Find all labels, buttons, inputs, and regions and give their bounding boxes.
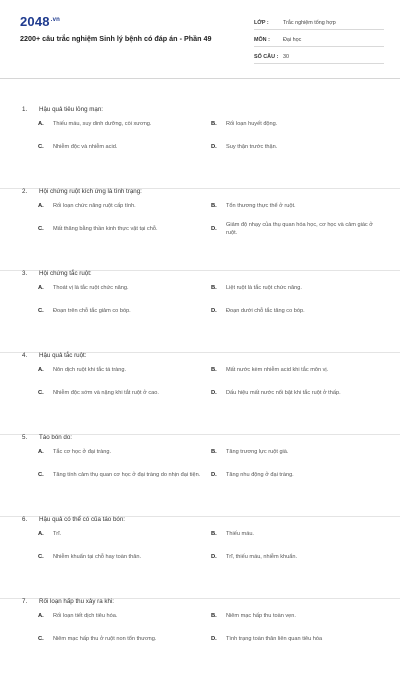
answer-option[interactable] bbox=[38, 465, 206, 485]
option-text: Nhiễm độc sớm và nặng khi tắt ruột ở cao. bbox=[53, 390, 159, 396]
option-letter: A. bbox=[38, 121, 44, 127]
answer-option[interactable] bbox=[211, 362, 383, 378]
answer-option[interactable] bbox=[211, 137, 383, 157]
answer-option[interactable] bbox=[38, 198, 206, 214]
meta-value: Đại học bbox=[283, 37, 302, 43]
question-item bbox=[0, 189, 400, 271]
document-title: 2200+ câu trắc nghiệm Sinh lý bệnh có đáp án - Phần 49 bbox=[20, 34, 212, 43]
logo-text: 2048 bbox=[20, 14, 50, 29]
option-text: Nôn dịch ruột khi tắc tá tràng. bbox=[53, 367, 127, 373]
answer-option[interactable] bbox=[211, 608, 383, 624]
option-letter: B. bbox=[211, 449, 217, 455]
option-letter: C. bbox=[38, 554, 44, 560]
option-text: Tăng nhu động ở đại tràng. bbox=[226, 472, 294, 478]
option-text: Rối loạn tiết dịch tiêu hóa. bbox=[53, 613, 118, 619]
option-text: Nhiễm khuẩn tại chỗ hay toàn thân. bbox=[53, 554, 142, 560]
option-text: Niêm mạc hấp thu ở ruột non tổn thương. bbox=[53, 636, 157, 642]
option-letter: A. bbox=[38, 613, 44, 619]
question-item bbox=[0, 271, 400, 353]
answer-option[interactable] bbox=[38, 301, 206, 321]
option-text: Niêm mạc hấp thu toàn vẹn. bbox=[226, 613, 296, 619]
option-text: Giảm độ nhạy của thụ quan hóa học, cơ học và cảm giác ở ruột. bbox=[226, 222, 373, 236]
question-text bbox=[22, 352, 86, 359]
answer-option[interactable] bbox=[38, 383, 206, 403]
answer-option[interactable] bbox=[38, 444, 206, 460]
question-number: 1. bbox=[22, 106, 28, 113]
option-text: Trĩ, thiếu máu, nhiễm khuẩn. bbox=[226, 554, 297, 560]
option-letter: A. bbox=[38, 367, 44, 373]
option-text: Tăng tính cảm thụ quan cơ học ở đại tràng do nhịn đại tiện. bbox=[53, 472, 201, 478]
option-letter: B. bbox=[211, 367, 217, 373]
option-letter: C. bbox=[38, 472, 44, 478]
option-letter: D. bbox=[211, 554, 217, 560]
option-letter: B. bbox=[211, 285, 217, 291]
meta-key: MÔN : bbox=[254, 37, 270, 43]
option-text: Mất nước kèm nhiễm acid khi tắc môn vị. bbox=[226, 367, 329, 373]
answer-option[interactable] bbox=[211, 526, 383, 542]
option-text: Rối loạn huyết động. bbox=[226, 121, 278, 127]
option-letter: D. bbox=[211, 308, 217, 314]
option-letter: A. bbox=[38, 531, 44, 537]
question-item bbox=[0, 353, 400, 435]
option-letter: A. bbox=[38, 449, 44, 455]
question-item bbox=[0, 435, 400, 517]
meta-key: SỐ CÂU : bbox=[254, 54, 279, 60]
option-text: Tổn thương thực thể ở ruột. bbox=[226, 203, 296, 209]
option-text: Mất thăng bằng thần kinh thực vật tại chỗ. bbox=[53, 226, 158, 232]
question-label: Hậu quả có thể có của táo bón: bbox=[39, 516, 125, 523]
question-text bbox=[22, 188, 142, 195]
option-letter: C. bbox=[38, 390, 44, 396]
meta-row-count bbox=[254, 47, 384, 64]
option-letter: A. bbox=[38, 203, 44, 209]
question-number: 3. bbox=[22, 270, 28, 277]
answer-option[interactable] bbox=[211, 198, 383, 214]
option-text: Trĩ. bbox=[53, 531, 62, 537]
option-letter: B. bbox=[211, 531, 217, 537]
answer-option[interactable] bbox=[38, 137, 206, 157]
question-text bbox=[22, 598, 114, 605]
meta-value: Trắc nghiệm tổng hợp bbox=[283, 20, 336, 26]
meta-value: 30 bbox=[283, 54, 289, 60]
question-label: Hậu quả tắc ruột: bbox=[39, 352, 87, 359]
option-letter: B. bbox=[211, 203, 217, 209]
question-item bbox=[0, 599, 400, 680]
question-item bbox=[0, 107, 400, 189]
option-text: Rối loạn chức năng ruột cấp tính. bbox=[53, 203, 136, 209]
answer-option[interactable] bbox=[38, 608, 206, 624]
site-logo[interactable] bbox=[20, 14, 60, 29]
question-number: 6. bbox=[22, 516, 28, 523]
question-number: 4. bbox=[22, 352, 28, 359]
option-letter: D. bbox=[211, 390, 217, 396]
option-letter: B. bbox=[211, 613, 217, 619]
question-number: 7. bbox=[22, 598, 28, 605]
option-letter: C. bbox=[38, 144, 44, 150]
answer-option[interactable] bbox=[38, 362, 206, 378]
question-label: Hội chứng ruột kích ứng là tình trạng: bbox=[39, 188, 142, 195]
option-text: Thiếu máu, suy dinh dưỡng, còi xương. bbox=[53, 121, 152, 127]
question-number: 2. bbox=[22, 188, 28, 195]
answer-option[interactable] bbox=[211, 444, 383, 460]
option-text: Đoạn trên chỗ tắc giảm co bóp. bbox=[53, 308, 131, 314]
meta-key: LỚP : bbox=[254, 20, 269, 26]
question-label: Táo bón do: bbox=[39, 434, 73, 441]
answer-option[interactable] bbox=[211, 280, 383, 296]
answer-option[interactable] bbox=[211, 219, 383, 239]
option-text: Tắc cơ học ở đại tràng. bbox=[53, 449, 112, 455]
question-item bbox=[0, 517, 400, 599]
answer-option[interactable] bbox=[38, 219, 206, 239]
question-list bbox=[0, 107, 400, 680]
answer-option[interactable] bbox=[211, 116, 383, 132]
option-text: Liệt ruột là tắc ruột chức năng. bbox=[226, 285, 302, 291]
logo-suffix: .vn bbox=[50, 16, 61, 23]
answer-option[interactable] bbox=[38, 526, 206, 542]
option-letter: C. bbox=[38, 636, 44, 642]
question-text bbox=[22, 270, 92, 277]
question-label: Hội chứng tắc ruột: bbox=[39, 270, 92, 277]
answer-option[interactable] bbox=[38, 547, 206, 567]
option-letter: D. bbox=[211, 226, 217, 232]
option-letter: A. bbox=[38, 285, 44, 291]
meta-row-class bbox=[254, 13, 384, 30]
option-letter: C. bbox=[38, 308, 44, 314]
answer-option[interactable] bbox=[211, 465, 383, 485]
question-text bbox=[22, 106, 103, 113]
option-text: Dấu hiệu mất nước nổi bật khi tắc ruột ở thấp. bbox=[226, 390, 341, 396]
header-divider bbox=[0, 78, 400, 79]
option-text: Tình trạng toàn thân liên quan tiêu hóa bbox=[226, 636, 323, 642]
page-header bbox=[0, 0, 400, 66]
option-text: Suy thận trước thận. bbox=[226, 144, 278, 150]
answer-option[interactable] bbox=[38, 629, 206, 649]
option-letter: C. bbox=[38, 226, 44, 232]
question-number: 5. bbox=[22, 434, 28, 441]
option-text: Tăng trương lực ruột già. bbox=[226, 449, 289, 455]
option-text: Thoát vị là tắc ruột chức năng. bbox=[53, 285, 129, 291]
option-text: Đoạn dưới chỗ tắc tăng co bóp. bbox=[226, 308, 305, 314]
option-letter: D. bbox=[211, 144, 217, 150]
answer-option[interactable] bbox=[211, 383, 383, 403]
question-label: Rối loạn hấp thu xảy ra khi: bbox=[39, 598, 114, 605]
answer-option[interactable] bbox=[211, 547, 383, 567]
question-text bbox=[22, 516, 125, 523]
option-letter: B. bbox=[211, 121, 217, 127]
option-letter: D. bbox=[211, 472, 217, 478]
meta-info bbox=[254, 13, 384, 64]
answer-option[interactable] bbox=[38, 280, 206, 296]
answer-option[interactable] bbox=[38, 116, 206, 132]
option-text: Thiếu máu. bbox=[226, 531, 254, 537]
answer-option[interactable] bbox=[211, 629, 383, 649]
question-text bbox=[22, 434, 72, 441]
option-letter: D. bbox=[211, 636, 217, 642]
answer-option[interactable] bbox=[211, 301, 383, 321]
option-text: Nhiễm độc và nhiễm acid. bbox=[53, 144, 118, 150]
meta-row-subject bbox=[254, 30, 384, 47]
question-label: Hậu quả tiêu lỏng mạn: bbox=[39, 106, 103, 113]
